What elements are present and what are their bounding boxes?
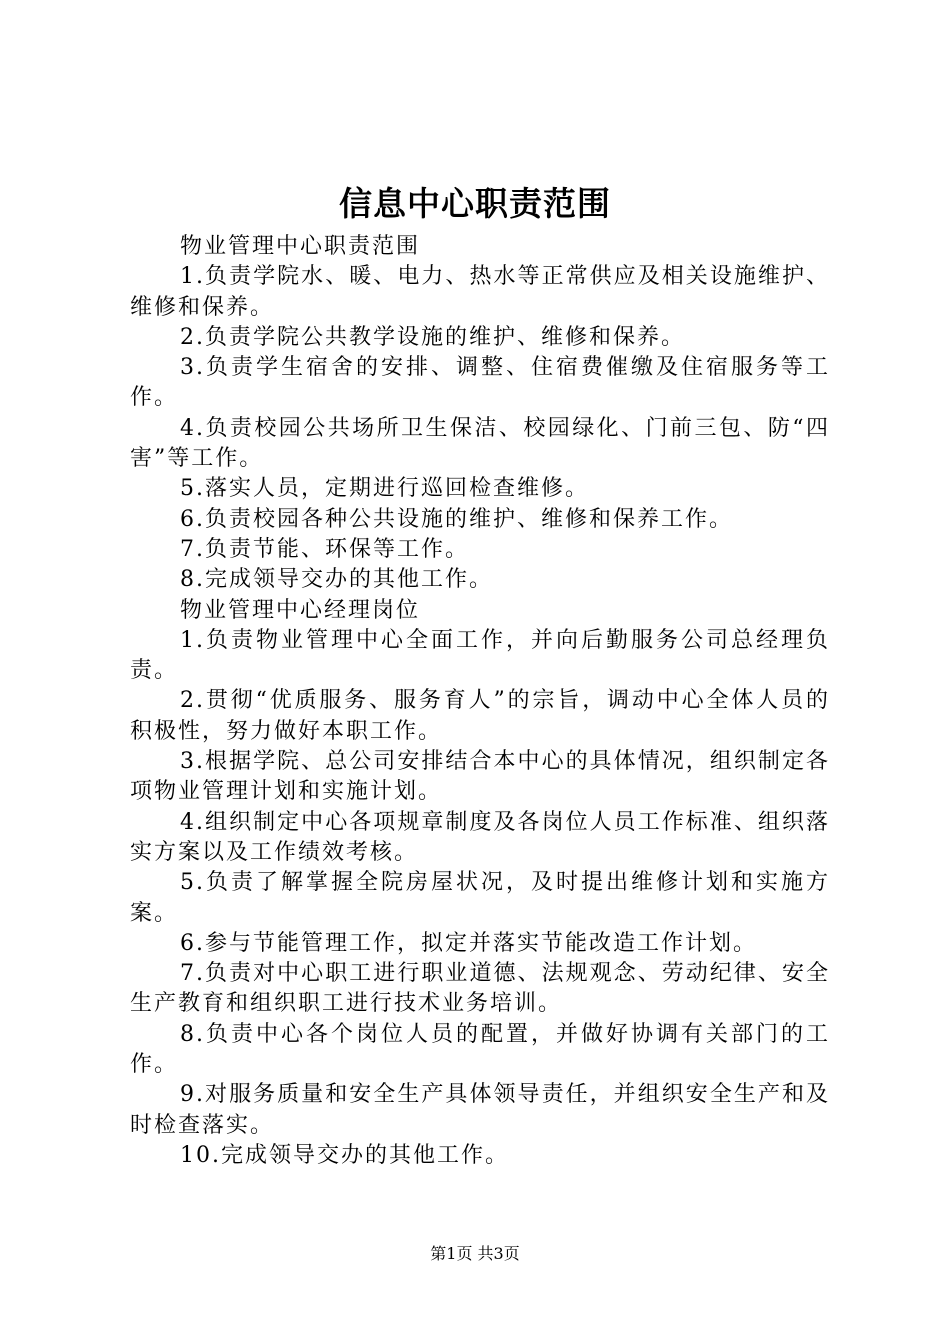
paragraph: 8.完成领导交办的其他工作。 (180, 567, 493, 593)
section-heading-responsibilities: 物业管理中心职责范围 (180, 234, 421, 259)
paragraph: 2.负责学院公共教学设施的维护、维修和保养。 (180, 324, 685, 350)
section-heading-manager-post: 物业管理中心经理岗位 (180, 597, 421, 623)
paragraph: 6.负责校园各种公共设施的维护、维修和保养工作。 (180, 506, 733, 532)
page-number-footer: 第1页 共3页 (430, 1244, 520, 1263)
paragraph: 5.负责了解掌握全院房屋状况，及时提出维修计划和实施方案。 (130, 870, 830, 926)
document-title: 信息中心职责范围 (339, 184, 611, 223)
paragraph: 1.负责学院水、暖、电力、热水等正常供应及相关设施维护、维修和保养。 (130, 264, 830, 320)
paragraph: 2.贯彻“优质服务、服务育人”的宗旨，调动中心全体人员的积极性，努力做好本职工作。 (130, 688, 830, 744)
document-body (130, 232, 830, 1171)
paragraph: 3.根据学院、总公司安排结合本中心的具体情况，组织制定各项物业管理计划和实施计划。 (130, 749, 830, 805)
paragraph: 9.对服务质量和安全生产具体领导责任，并组织安全生产和及时检查落实。 (130, 1082, 830, 1138)
paragraph: 4.组织制定中心各项规章制度及各岗位人员工作标准、组织落实方案以及工作绩效考核。 (130, 809, 830, 865)
paragraph: 7.负责节能、环保等工作。 (180, 536, 469, 562)
paragraph: 3.负责学生宿舍的安排、调整、住宿费催缴及住宿服务等工作。 (130, 355, 830, 411)
paragraph: 1.负责物业管理中心全面工作，并向后勤服务公司总经理负责。 (130, 627, 830, 684)
paragraph: 4.负责校园公共场所卫生保洁、校园绿化、门前三包、防“四害”等工作。 (130, 415, 830, 472)
paragraph: 10.完成领导交办的其他工作。 (180, 1142, 509, 1168)
paragraph: 6.参与节能管理工作，拟定并落实节能改造工作计划。 (180, 930, 757, 956)
paragraph: 8.负责中心各个岗位人员的配置，并做好协调有关部门的工作。 (130, 1021, 830, 1078)
paragraph: 5.落实人员，定期进行巡回检查维修。 (180, 476, 589, 502)
paragraph: 7.负责对中心职工进行职业道德、法规观念、劳动纪律、安全生产教育和组织职工进行技术业务培训。 (130, 961, 830, 1017)
